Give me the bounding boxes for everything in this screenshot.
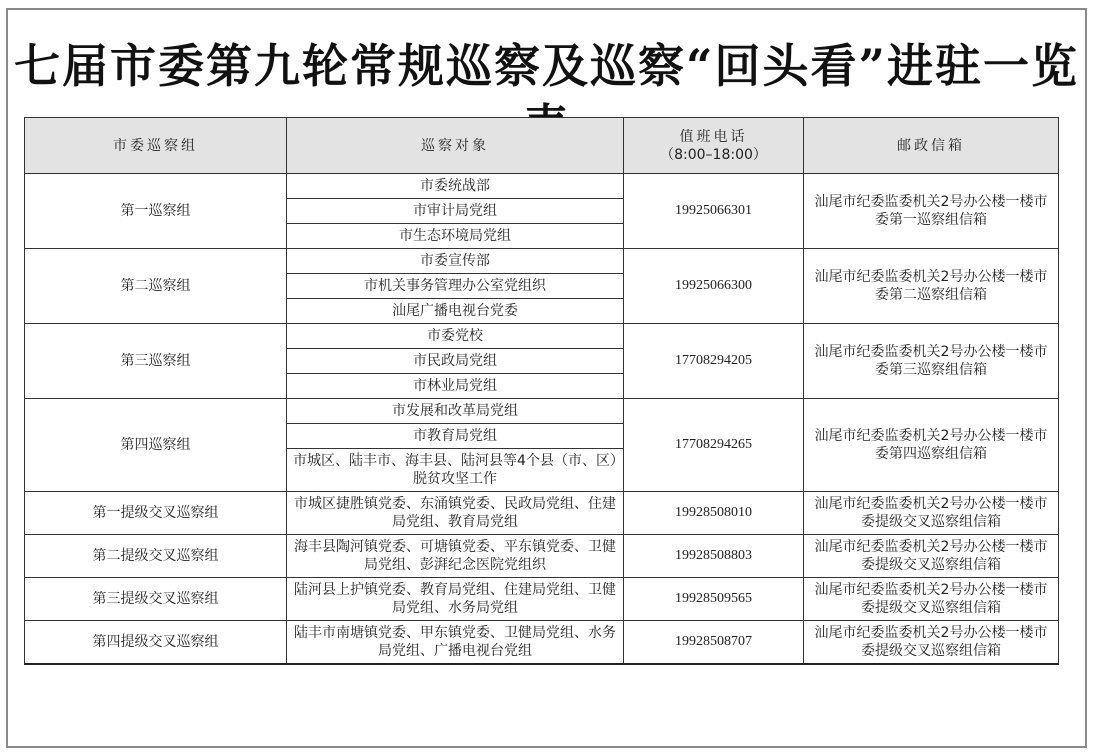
inspection-target: 市城区、陆丰市、海丰县、陆河县等4个县（市、区）脱贫攻坚工作 bbox=[287, 449, 624, 492]
inspection-target: 海丰县陶河镇党委、可塘镇党委、平东镇党委、卫健局党组、彭湃纪念医院党组织 bbox=[287, 535, 624, 578]
header-row bbox=[25, 118, 1059, 174]
document-title: 七届市委第九轮常规巡察及巡察“回头看”进驻一览 bbox=[14, 39, 1079, 93]
inspection-target: 市机关事务管理办公室党组织 bbox=[287, 274, 624, 299]
duty-phone: 19928508803 bbox=[624, 535, 804, 578]
group-name: 第三提级交叉巡察组 bbox=[25, 578, 287, 621]
inspection-target: 市城区捷胜镇党委、东涌镇党委、民政局党组、住建局党组、教育局党组 bbox=[287, 492, 624, 535]
duty-phone: 17708294205 bbox=[624, 324, 804, 399]
header-mailbox: 邮政信箱 bbox=[804, 118, 1059, 174]
mailbox-address: 汕尾市纪委监委机关2号办公楼一楼市委第三巡察组信箱 bbox=[804, 324, 1059, 399]
mailbox-address: 汕尾市纪委监委机关2号办公楼一楼市委提级交叉巡察组信箱 bbox=[804, 492, 1059, 535]
duty-phone: 19925066300 bbox=[624, 249, 804, 324]
table-row bbox=[25, 492, 1059, 535]
group-name: 第四巡察组 bbox=[25, 399, 287, 492]
group-name: 第四提级交叉巡察组 bbox=[25, 621, 287, 665]
inspection-schedule-table bbox=[24, 117, 1059, 665]
inspection-target: 陆丰市南塘镇党委、甲东镇党委、卫健局党组、水务局党组、广播电视台党组 bbox=[287, 621, 624, 665]
inspection-target: 陆河县上护镇党委、教育局党组、住建局党组、卫健局党组、水务局党组 bbox=[287, 578, 624, 621]
duty-phone: 19925066301 bbox=[624, 174, 804, 249]
header-group: 市委巡察组 bbox=[25, 118, 287, 174]
inspection-target: 市发展和改革局党组 bbox=[287, 399, 624, 424]
table-row bbox=[25, 535, 1059, 578]
mailbox-address: 汕尾市纪委监委机关2号办公楼一楼市委第二巡察组信箱 bbox=[804, 249, 1059, 324]
inspection-target: 市委党校 bbox=[287, 324, 624, 349]
group-name: 第一巡察组 bbox=[25, 174, 287, 249]
header-phone-title: 值班电话 bbox=[679, 128, 748, 145]
table-row bbox=[25, 174, 1059, 199]
duty-phone: 19928508010 bbox=[624, 492, 804, 535]
table-row bbox=[25, 578, 1059, 621]
group-name: 第三巡察组 bbox=[25, 324, 287, 399]
inspection-target: 市委宣传部 bbox=[287, 249, 624, 274]
duty-phone: 19928509565 bbox=[624, 578, 804, 621]
mailbox-address: 汕尾市纪委监委机关2号办公楼一楼市委提级交叉巡察组信箱 bbox=[804, 578, 1059, 621]
table-row bbox=[25, 399, 1059, 424]
header-target: 巡察对象 bbox=[287, 118, 624, 174]
inspection-target: 市民政局党组 bbox=[287, 349, 624, 374]
inspection-target: 市审计局党组 bbox=[287, 199, 624, 224]
duty-phone: 17708294265 bbox=[624, 399, 804, 492]
table-row bbox=[25, 249, 1059, 274]
duty-phone: 19928508707 bbox=[624, 621, 804, 665]
mailbox-address: 汕尾市纪委监委机关2号办公楼一楼市委第四巡察组信箱 bbox=[804, 399, 1059, 492]
inspection-target: 市教育局党组 bbox=[287, 424, 624, 449]
table-row bbox=[25, 621, 1059, 665]
inspection-target: 市林业局党组 bbox=[287, 374, 624, 399]
header-phone-hours: （8:00–18:00） bbox=[660, 146, 767, 163]
mailbox-address: 汕尾市纪委监委机关2号办公楼一楼市委第一巡察组信箱 bbox=[804, 174, 1059, 249]
inspection-target: 汕尾广播电视台党委 bbox=[287, 299, 624, 324]
header-phone bbox=[624, 118, 804, 174]
group-name: 第二巡察组 bbox=[25, 249, 287, 324]
inspection-target: 市生态环境局党组 bbox=[287, 224, 624, 249]
mailbox-address: 汕尾市纪委监委机关2号办公楼一楼市委提级交叉巡察组信箱 bbox=[804, 535, 1059, 578]
mailbox-address: 汕尾市纪委监委机关2号办公楼一楼市委提级交叉巡察组信箱 bbox=[804, 621, 1059, 665]
inspection-target: 市委统战部 bbox=[287, 174, 624, 199]
group-name: 第二提级交叉巡察组 bbox=[25, 535, 287, 578]
table-row bbox=[25, 324, 1059, 349]
group-name: 第一提级交叉巡察组 bbox=[25, 492, 287, 535]
